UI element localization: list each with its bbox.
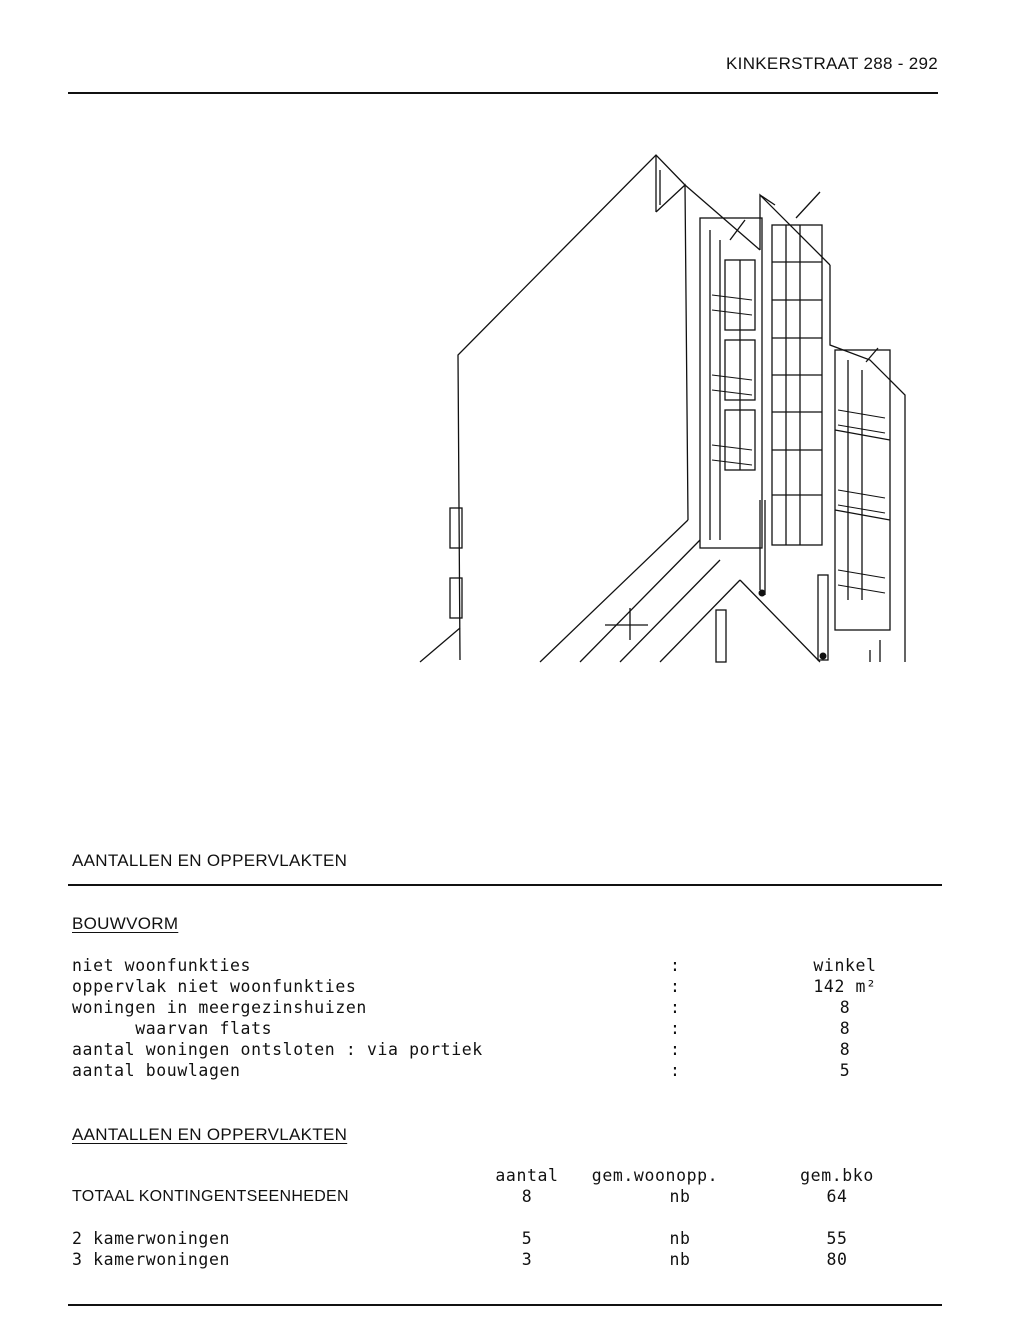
section-title-counts-2: AANTALLEN EN OPPERVLAKTEN: [72, 1125, 348, 1144]
bouwvorm-label: waarvan flats: [72, 1019, 273, 1038]
bouwvorm-value: 8: [839, 1040, 851, 1059]
bouwvorm-value: 5: [839, 1061, 851, 1080]
bouwvorm-value: winkel: [813, 956, 877, 975]
document-header-address: KINKERSTRAAT 288 - 292: [726, 54, 938, 73]
bouwvorm-colon: :: [670, 1019, 681, 1038]
bouwvorm-label: oppervlak niet woonfunkties: [72, 977, 357, 996]
table-row-aantal: 3: [521, 1250, 533, 1269]
section-title-counts: AANTALLEN EN OPPERVLAKTEN: [72, 851, 348, 870]
table-row-label: 2 kamerwoningen: [72, 1229, 231, 1248]
bouwvorm-colon: :: [670, 1061, 681, 1080]
bouwvorm-label: aantal woningen ontsloten : via portiek: [72, 1040, 483, 1059]
column-header-aantal: aantal: [495, 1166, 559, 1185]
bouwvorm-colon: :: [670, 956, 681, 975]
table-row-aantal: 5: [521, 1229, 533, 1248]
bouwvorm-label: niet woonfunkties: [72, 956, 252, 975]
total-row-label: TOTAAL KONTINGENTSEENHEDEN: [72, 1188, 349, 1205]
table-row-bko: 80: [826, 1250, 848, 1269]
total-woonopp: nb: [669, 1187, 691, 1206]
bouwvorm-value: 8: [839, 1019, 851, 1038]
column-header-bko: gem.bko: [800, 1166, 874, 1185]
total-bko: 64: [826, 1187, 848, 1206]
bouwvorm-title: BOUWVORM: [72, 914, 179, 933]
bouwvorm-value: 8: [839, 998, 851, 1017]
footer-divider: [68, 1304, 942, 1306]
table-row-label: 3 kamerwoningen: [72, 1250, 231, 1269]
total-aantal: 8: [521, 1187, 533, 1206]
column-header-woonopp: gem.woonopp.: [591, 1166, 719, 1185]
bouwvorm-value: 142 m²: [813, 977, 877, 996]
table-row-woonopp: nb: [669, 1229, 691, 1248]
bouwvorm-colon: :: [670, 998, 681, 1017]
bouwvorm-label: aantal bouwlagen: [72, 1061, 241, 1080]
table-row-woonopp: nb: [669, 1250, 691, 1269]
section-divider: [68, 884, 942, 886]
bouwvorm-label: woningen in meergezinshuizen: [72, 998, 367, 1017]
table-row-bko: 55: [826, 1229, 848, 1248]
bouwvorm-colon: :: [670, 1040, 681, 1059]
bouwvorm-colon: :: [670, 977, 681, 996]
